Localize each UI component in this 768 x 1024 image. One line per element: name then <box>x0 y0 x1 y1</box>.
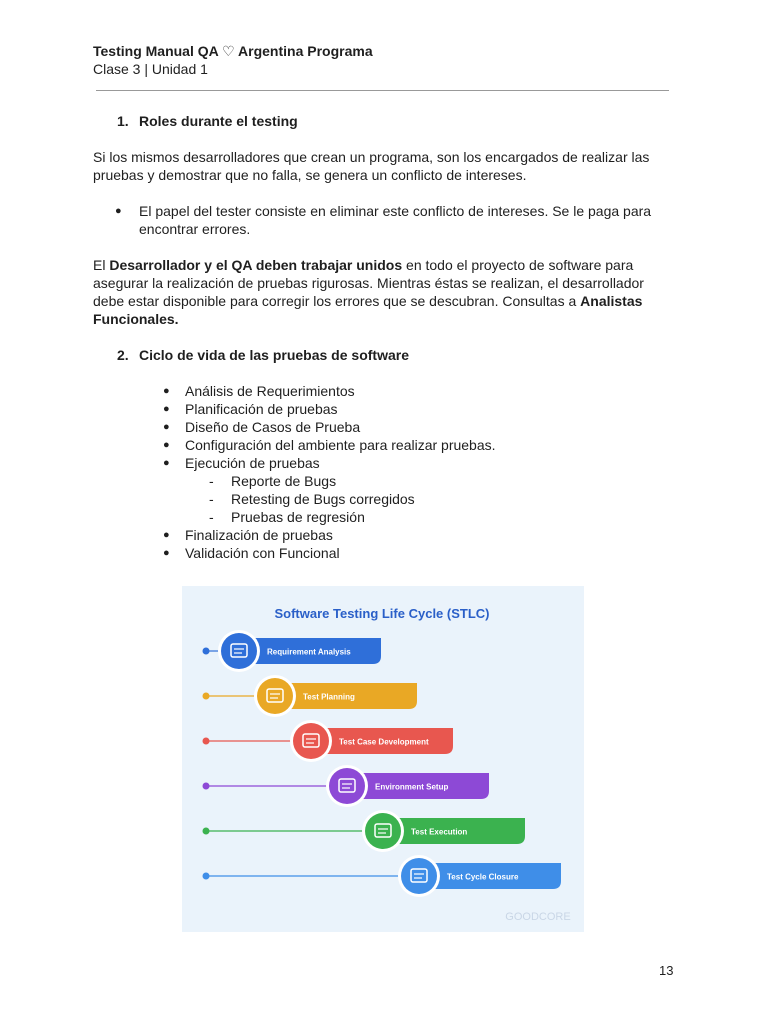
stage-label: Requirement Analysis <box>267 647 351 657</box>
header-subtitle: Clase 3 | Unidad 1 <box>93 61 208 77</box>
page-number: 13 <box>659 963 674 978</box>
stlc-diagram <box>182 586 584 932</box>
section2-title: Ciclo de vida de las pruebas de software <box>139 347 409 363</box>
para2-text-a: El <box>93 257 110 273</box>
stage-badge <box>293 723 329 759</box>
stage-dot <box>203 648 210 655</box>
section1-number: 1. <box>117 113 129 129</box>
stage-dot <box>203 783 210 790</box>
list-item-execution <box>163 454 678 526</box>
stlc-stage <box>203 810 526 852</box>
stage-label: Test Cycle Closure <box>447 872 519 882</box>
diagram-watermark: GOODCORE <box>505 911 571 923</box>
stage-badge <box>365 813 401 849</box>
section1-bullet-list <box>115 202 678 238</box>
list-item: ● Planificación de pruebas <box>163 400 678 418</box>
document-header <box>93 42 373 78</box>
stlc-stage <box>203 765 490 807</box>
list-item: ● Diseño de Casos de Prueba <box>163 418 678 436</box>
list-item: ● Configuración del ambiente para realizar pruebas. <box>163 436 678 454</box>
list-item: ● Finalización de pruebas <box>163 526 678 544</box>
section1-title: Roles durante el testing <box>139 113 298 129</box>
stage-label: Test Planning <box>303 692 355 702</box>
section1-heading <box>117 112 678 130</box>
section1-paragraph2 <box>93 256 678 328</box>
diagram-title: Software Testing Life Cycle (STLC) <box>274 606 490 621</box>
execution-sublist <box>209 472 678 526</box>
stage-dot <box>203 873 210 880</box>
list-item: ● El papel del tester consiste en eliminar este conflicto de intereses. Se le paga para encontrar errores. <box>115 202 678 238</box>
list-item: ● Análisis de Requerimientos <box>163 382 678 400</box>
stage-badge <box>329 768 365 804</box>
sublist-item: - Pruebas de regresión <box>209 508 678 526</box>
stage-badge <box>401 858 437 894</box>
sublist-item: - Retesting de Bugs corregidos <box>209 490 678 508</box>
document-body <box>93 112 678 562</box>
list-item-label: Ejecución de pruebas <box>185 455 320 471</box>
stage-dot <box>203 828 210 835</box>
section1-paragraph1: Si los mismos desarrolladores que crean un programa, son los encargados de realizar las pruebas y demostrar que no falla, se genera un conflicto de intereses. <box>93 149 650 183</box>
para2-text-c: en todo el proyecto de software para asegurar la realización de pruebas rigurosas. Mientras éstas se realizan, el desarrollador debe estar disponible para corregir los errores que se descubran. Consultas a <box>93 257 644 309</box>
stage-badge <box>257 678 293 714</box>
stage-label: Environment Setup <box>375 782 449 792</box>
header-divider <box>96 90 669 91</box>
stage-label: Test Execution <box>411 827 468 837</box>
section2-heading <box>117 346 678 364</box>
stlc-stage <box>203 855 562 897</box>
para2-bold-b: Desarrollador y el QA deben trabajar unidos <box>109 257 403 273</box>
list-item: ● Validación con Funcional <box>163 544 678 562</box>
stlc-stage <box>203 720 454 762</box>
sublist-item: - Reporte de Bugs <box>209 472 678 490</box>
header-title: Testing Manual QA ♡ Argentina Programa <box>93 43 373 59</box>
stlc-stage <box>203 630 382 672</box>
stage-badge <box>221 633 257 669</box>
para2-bold-d: Analistas Funcionales. <box>93 293 643 327</box>
stage-dot <box>203 738 210 745</box>
stlc-stage <box>203 675 418 717</box>
stlc-phase-list <box>163 382 678 562</box>
stage-label: Test Case Development <box>339 737 429 747</box>
section2-number: 2. <box>117 347 129 363</box>
stage-dot <box>203 693 210 700</box>
